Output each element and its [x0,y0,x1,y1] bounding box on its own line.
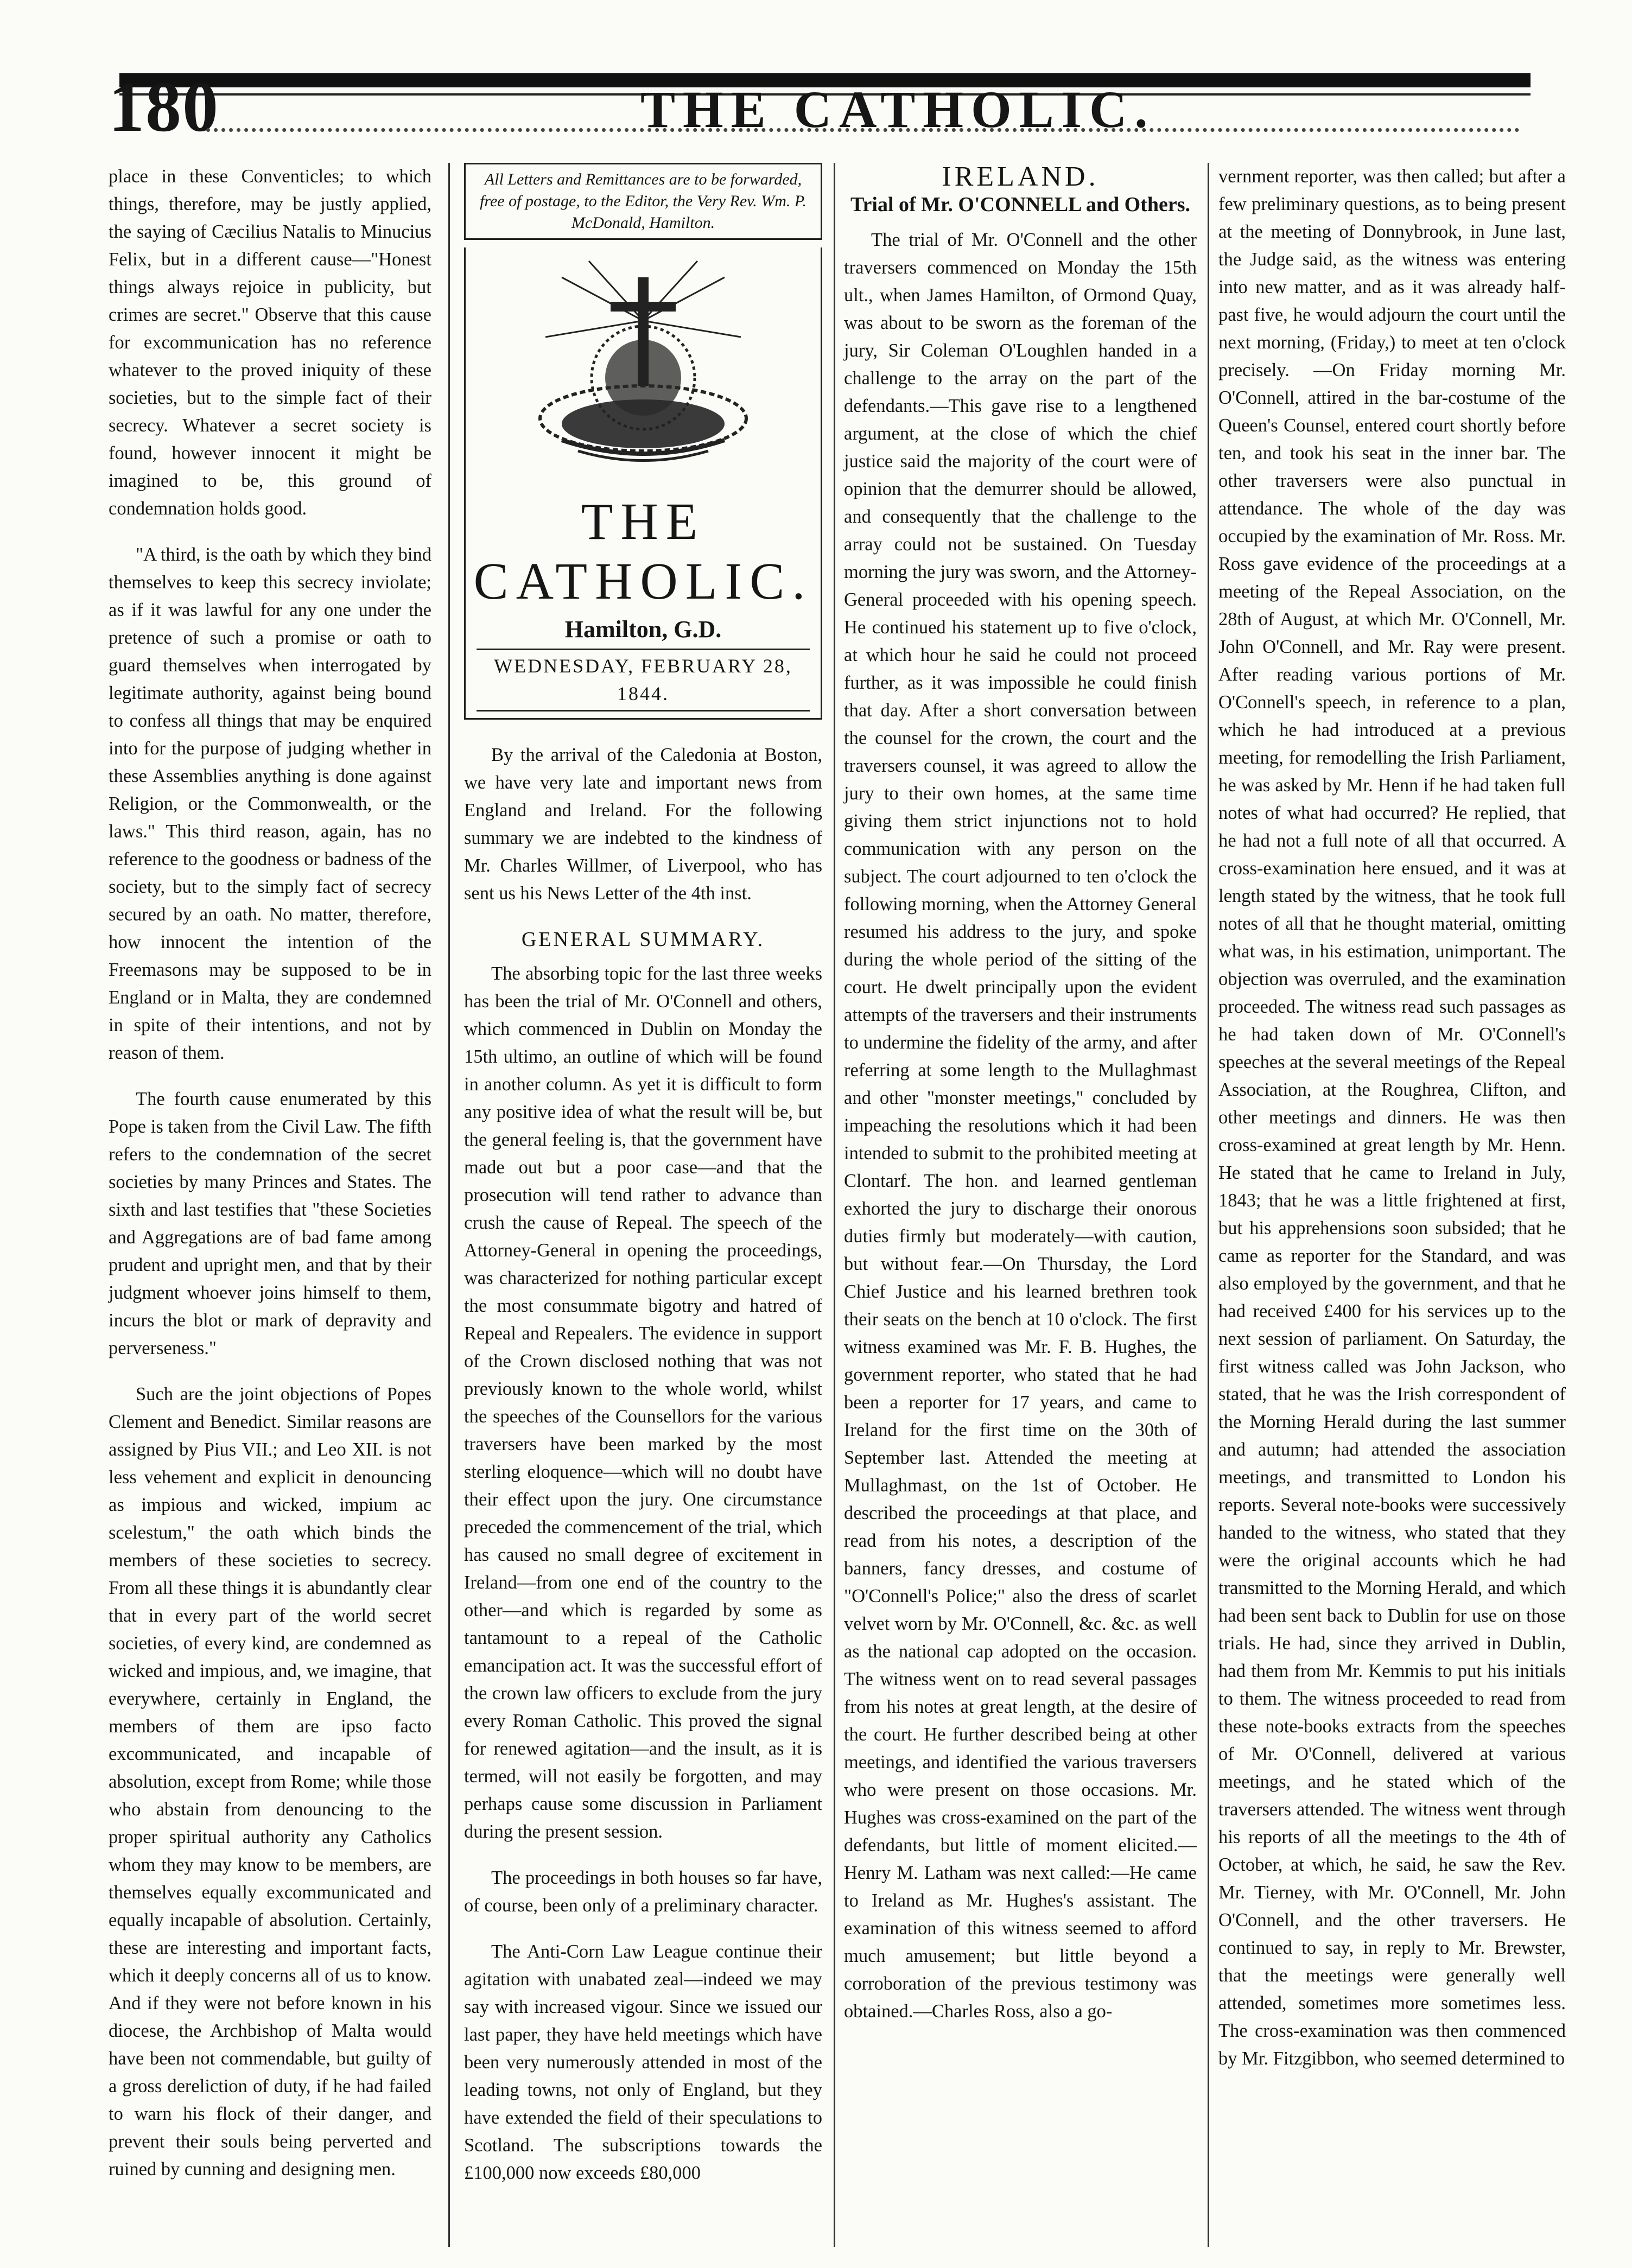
running-title: THE CATHOLIC. [640,80,1155,138]
article-paragraph: The proceedings in both houses so far have, of course, been only of a preliminary character. [464,1867,822,1916]
column-3 [844,163,1197,2044]
column-rule [834,163,835,2247]
section-heading: IRELAND. [942,161,1099,192]
article-paragraph: By the arrival of the Caledonia at Boston, we have very late and important news from England and Ireland. For the following summary we are indebted to the kindness of Mr. Charles Willmer, of Liverpool, who has sent us his News Letter of the 4th inst. [464,745,822,904]
masthead-emblem [464,247,822,481]
paper-title-box [464,481,822,720]
page-number: 180 [109,67,219,147]
column-rule [448,163,450,2247]
column-4 [1218,163,1566,2091]
paper-title: THE CATHOLIC. [473,492,813,610]
article-headline: Trial of Mr. O'CONNELL and Others. [850,193,1190,216]
article-paragraph: "A third, is the oath by which they bind themselves to keep this secrecy inviolate; as if it was lawful for any one under the pretence of such a promise or oath to guard themselves when interrogated by legitimate authority, against being bound to confess all things that may be enquired into for the purpose of judging whether in these Assemblies anything is done against Religion, or the Commonwealth, or the laws." This third reason, again, has no reference to the goodness or badness of the society, but to the simply fact of secrecy secured by an oath. No matter, therefore, how innocent the intention of the Freemasons may be supposed to be in England or in Malta, they are condemned in spite of their intentions, and not by reason of them. [109,544,431,1063]
cross-emblem-icon [529,256,757,473]
article-paragraph: The trial of Mr. O'Connell and the other traversers commenced on Monday the 15th ult., when James Hamilton, of Ormond Quay, was about to be sworn as the foreman of the jury, Sir Coleman O'Loughlen handed in a challenge to the array on the part of the defendants.—This gave rise to a lengthened argument, at the close of which the chief justice said the majority of the court were of opinion that the demurrer should be allowed, and consequently that the challenge to the array could not be sustained. On Tuesday morning the jury was sworn, and the Attorney-General proceeded with his opening speech. He continued his statement up to five o'clock, at which hour he said he could not proceed further, as it was impossible he could finish that day. After a short conversation between the counsel for the crown, the court and the traversers counsel, it was agreed to allow the jury to their own homes, at the same time giving them strict injunctions not to hold communication with any person on the subject. The court adjourned to ten o'clock the following morning, when the Attorney General resumed his address to the jury, and spoke during the whole period of the sitting of the court. He dwelt principally upon the evident attempts of the traversers and their instruments to undermine the fidelity of the army, and after referring at some length to the Mullaghmast and other "monster meetings," concluded by impeaching the resolutions which it had been intended to submit to the prohibited meeting at Clontarf. The hon. and learned gentleman exhorted the jury to discharge their onorous duties firmly but moderately—with caution, but without fear.—On Thursday, the Lord Chief Justice and his learned brethren took their seats on the bench at 10 o'clock. The first witness examined was Mr. F. B. Hughes, the government reporter, who stated that he had been a reporter for 17 years, and came to Ireland for the first time on the 30th of September last. Attended the meeting at Mullaghmast, on the 1st of October. He described the proceedings at that place, and read from his notes, a description of the banners, fancy dresses, and costume of "O'Connell's Police;" also the dress of scarlet velvet worn by Mr. O'Connell, &c. &c. as well as the national cap adopted on the occasion. The witness went on to read several passages from his notes at great length, at the desire of the court. He further described being at other meetings, and identified the various traversers who were present on those occasions. Mr. Hughes was cross-examined on the part of the defendants, but little of moment elicited.—Henry M. Latham was next called:—He came to Ireland as Mr. Hughes's assistant. The examination of this witness seemed to afford much amusement; but little beyond a corroboration of the previous testimony was obtained.—Charles Ross, also a go- [844,230,1197,2022]
article-paragraph: Such are the joint objections of Popes Clement and Benedict. Similar reasons are assigned by Pius VII.; and Leo XII. is not less vehement and explicit in denouncing as impious and wicked, impium ac scelestum," the oath which binds the members of these societies to secrecy. From all these things it is abundantly clear that in every part of the world secret societies, of every kind, are condemned as wicked and impious, and, we imagine, that everywhere, certainly in England, the members of them are ipso facto excommunicated, and incapable of absolution, except from Rome; while those who abstain from denouncing to the proper spiritual authority any Catholics whom they may know to be members, are themselves equally excommunicated and equally incapable of absolution. Certainly, these are interesting and important facts, which it deeply concerns all of us to know. And if they were not before known in his diocese, the Archbishop of Malta would have been not commendable, but guilty of a gross dereliction of duty, if he had failed to warn his flock of their danger, and prevent their souls being perverted and ruined by cunning and designing men. [109,1384,431,2180]
editor-notice: All Letters and Remittances are to be forwarded, free of postage, to the Editor, the Very Rev. Wm. P. McDonald, Hamilton. [464,163,822,240]
column-rule [1208,163,1209,2247]
masthead-dotted-strip [206,128,1520,132]
article-paragraph: vernment reporter, was then called; but after a few preliminary questions, as to being present at the meeting of Donnybrook, in June last, the Judge said, as the witness was entering into new matter, and as it was already half-past five, he would adjourn the court until the next morning, (Friday,) to meet at ten o'clock precisely. —On Friday morning Mr. O'Connell, attired in the bar-costume of the Queen's Counsel, entered court shortly before ten, and took his seat in the inner bar. The other traversers were also punctual in attendance. The whole of the day was occupied by the examination of Mr. Ross. Mr. Ross gave evidence of the proceedings at a meeting of the Repeal Association, on the 28th of August, at which Mr. O'Connell, Mr. John O'Connell, and Mr. Ray were present. After reading various portions of Mr. O'Connell's speech, in reference to a plan, which he had introduced at a previous meeting, for remodelling the Irish Parliament, he was asked by Mr. Henn if he had taken full notes of what had occurred? He replied, that he had not a full note of all that occurred. A cross-examination here ensued, and it was at length stated by the witness, that he took full notes of all that he thought material, omitting what was, in his estimation, unimportant. The objection was overruled, and the examination proceeded. The witness read such passages as he had taken down of Mr. O'Connell's speeches at the several meetings of the Repeal Association, at the Roughrea, Clifton, and other meetings and dinners. He was then cross-examined at great length by Mr. Henn. He stated that he came to Ireland in July, 1843; that he was a little frightened at first, but his apprehensions soon subsided; that he came as reporter for the Standard, and was also employed by the government, and that he had received £400 for his services up to the next session of parliament. On Saturday, the first witness called was John Jackson, who stated, that he was the Irish correspondent of the Morning Herald during the last summer and autumn; had attended the association meetings, and transmitted to London his reports. Several note-books were successively handed to the witness, who stated that they were the original accounts which he had transmitted to the Morning Herald, and which had been sent back to Dublin for use on those trials. He had, since they arrived in Dublin, had them from Mr. Kemmis to put his initials to them. The witness proceeded to read from these note-books extracts from the speeches of Mr. O'Connell, delivered at various meetings, and he stated which of the traversers attended. The witness went through his reports of all the meetings to the 4th of October, at which, he said, he saw the Rev. Mr. Tierney, with Mr. O'Connell, Mr. John O'Connell, and the other traversers. He continued to say, in reply to Mr. Brewster, that the meetings were generally well attended, sometimes more sometimes less. The cross-examination was then commenced by Mr. Fitzgibbon, who seemed determined to [1218,166,1566,2069]
place-line: Hamilton, G.D. [564,616,722,643]
article-paragraph: The fourth cause enumerated by this Pope is taken from the Civil Law. The fifth refers to the condemnation of the secret societies by many Princes and States. The sixth and last testifies that "these Societies and Aggregations are of bad fame among prudent and upright men, and that by their judgment whoever joins himself to them, incurs the blot or mark of depravity and perverseness." [109,1089,431,1358]
dateline: WEDNESDAY, FEBRUARY 28, 1844. [477,649,810,711]
section-subhead: GENERAL SUMMARY. [521,928,765,951]
article-paragraph: place in these Conventicles; to which things, therefore, may be justly applied, the saying of Cæcilius Natalis to Minucius Felix, but in a different cause—"Honest things always rejoice in publicity, but crimes are secret." Observe that this cause for excommunication has no reference whatever to the proved iniquity of these societies, but to the simple fact of their secrecy. Whatever a secret society is found, however innocent it might be imagined to be, this ground of condemnation holds good. [109,166,431,519]
article-paragraph: The Anti-Corn Law League continue their agitation with unabated zeal—indeed we may say with increased vigour. Since we issued our last paper, they have held meetings which have been very numerously attended in most of the leading towns, not only of England, but they have extended the field of their speculations to Scotland. The subscriptions towards the £100,000 now exceeds £80,000 [464,1941,822,2183]
column-1 [109,163,431,2202]
column-2 [464,163,822,2206]
article-paragraph: The absorbing topic for the last three weeks has been the trial of Mr. O'Connell and others, which commenced in Dublin on Monday the 15th ultimo, an outline of which will be found in another column. As yet it is difficult to form any positive idea of what the result will be, but the general feeling is, that the government have made out but a poor case—and that the prosecution will tend rather to advance than crush the cause of Repeal. The speech of the Attorney-General in opening the proceedings, was characterized for nothing particular except the most consummate bigotry and hatred of Repeal and Repealers. The evidence in support of the Crown disclosed nothing that was not previously known to the whole world, whilst the speeches of the Counsellors for the various traversers have been marked by the most sterling eloquence—which will no doubt have their effect upon the jury. One circumstance preceded the commencement of the trial, which has caused no small degree of excitement in Ireland—from one end of the country to the other—and which is regarded by some as tantamount to a repeal of the Catholic emancipation act. It was the successful effort of the crown law officers to exclude from the jury every Roman Catholic. This proved the signal for renewed agitation—and the insult, as it is termed, will not easily be forgotten, and may perhaps cause some discussion in Parliament during the present session. [464,963,822,1842]
